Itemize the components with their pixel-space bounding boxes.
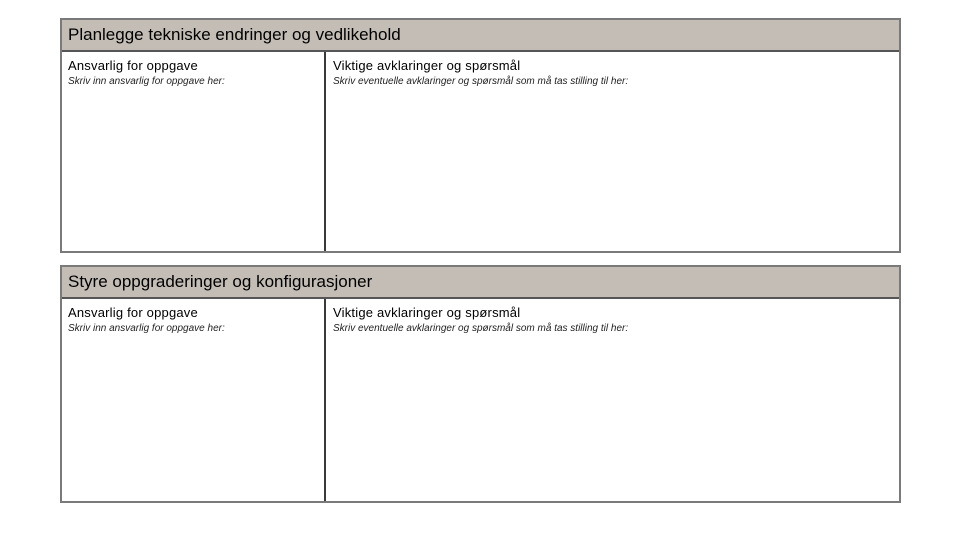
section-title: Planlegge tekniske endringer og vedlikehold: [62, 20, 899, 52]
responsible-hint: Skriv inn ansvarlig for oppgave her:: [68, 76, 225, 87]
responsible-field[interactable]: [62, 299, 326, 501]
section-body: [62, 52, 899, 251]
responsible-heading: Ansvarlig for oppgave: [68, 305, 198, 320]
questions-hint: Skriv eventuelle avklaringer og spørsmål som må tas stilling til her:: [333, 323, 629, 334]
section-body: [62, 299, 899, 501]
section-plan-technical-changes: [60, 18, 901, 253]
section-manage-upgrades: [60, 265, 901, 503]
section-title: Styre oppgraderinger og konfigurasjoner: [62, 267, 899, 299]
responsible-hint: Skriv inn ansvarlig for oppgave her:: [68, 323, 225, 334]
questions-field[interactable]: [326, 299, 899, 501]
responsible-heading: Ansvarlig for oppgave: [68, 58, 198, 73]
questions-heading: Viktige avklaringer og spørsmål: [333, 305, 521, 320]
questions-hint: Skriv eventuelle avklaringer og spørsmål som må tas stilling til her:: [333, 76, 629, 87]
questions-heading: Viktige avklaringer og spørsmål: [333, 58, 521, 73]
responsible-field[interactable]: [62, 52, 326, 251]
questions-field[interactable]: [326, 52, 899, 251]
